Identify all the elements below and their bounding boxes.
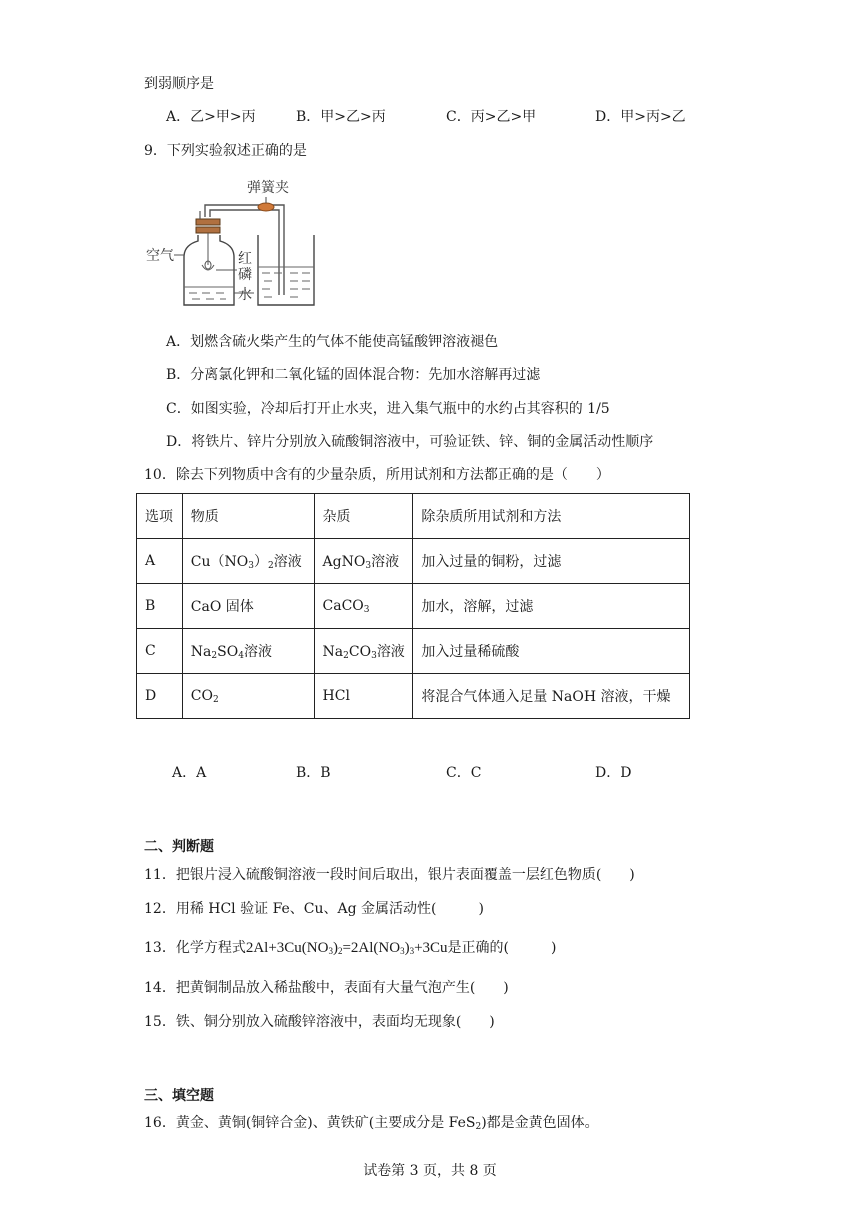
row-method: 将混合气体通入足量 NaOH 溶液，干燥 xyxy=(413,674,690,719)
q11: 11．把银片浸入硫酸铜溶液一段时间后取出，银片表面覆盖一层红色物质( ) xyxy=(144,867,635,883)
q15: 15．铁、铜分别放入硫酸锌溶液中，表面均无现象( ) xyxy=(144,1014,495,1030)
table-row xyxy=(137,584,690,629)
q9-apparatus-figure xyxy=(144,175,324,310)
row-substance: CaO 固体 xyxy=(182,584,314,629)
table-row xyxy=(137,539,690,584)
row-option: B xyxy=(137,584,183,629)
q9-option-d: D．将铁片、锌片分别放入硫酸铜溶液中，可验证铁、锌、铜的金属活动性顺序 xyxy=(166,434,654,450)
row-impurity: CaCO$_3$ xyxy=(314,584,413,629)
figure-label-water: 水 xyxy=(238,287,252,303)
section-title-fill-blank: 三、填空题 xyxy=(144,1088,214,1104)
figure-label-clip: 弹簧夹 xyxy=(247,180,289,196)
row-option: C xyxy=(137,629,183,674)
row-impurity: AgNO$_3$溶液 xyxy=(314,539,413,584)
q10-option-b: B．B xyxy=(296,765,331,781)
q9-option-a: A．划燃含硫火柴产生的气体不能使高锰酸钾溶液褪色 xyxy=(166,334,499,350)
table-row xyxy=(137,629,690,674)
row-method: 加水，溶解，过滤 xyxy=(413,584,690,629)
q10-option-a: A．A xyxy=(172,765,207,781)
table-row xyxy=(137,674,690,719)
q12: 12．用稀 HCl 验证 Fe、Cu、Ag 金属活动性( ) xyxy=(144,901,484,917)
figure-label-air: 空气 xyxy=(146,248,174,264)
q8-option-b: B．甲>乙>丙 xyxy=(296,109,386,125)
row-impurity: HCl xyxy=(314,674,413,719)
header-substance: 物质 xyxy=(182,494,314,539)
row-substance: $Na_2SO_4$溶液 xyxy=(182,629,314,674)
q10-option-c: C．C xyxy=(446,765,482,781)
figure-label-phosphorus: 磷 xyxy=(238,267,252,283)
q8-option-a: A．乙>甲>丙 xyxy=(166,109,256,125)
page-footer: 试卷第 3 页，共 8 页 xyxy=(363,1163,497,1179)
q9-option-c: C．如图实验，冷却后打开止水夹，进入集气瓶中的水约占其容积的 1/5 xyxy=(166,401,610,417)
row-substance: $CO_2$ xyxy=(182,674,314,719)
q10-option-d: D．D xyxy=(595,765,632,781)
row-option: A xyxy=(137,539,183,584)
row-option: D xyxy=(137,674,183,719)
table-header-row xyxy=(137,494,690,539)
q8-tail: 到弱顺序是 xyxy=(144,76,214,92)
row-impurity: $Na_2CO_3$溶液 xyxy=(314,629,413,674)
q10-table xyxy=(136,493,690,719)
q13: 13．化学方程式$2Al+3Cu(NO_3)_2=2Al(NO_3)_3+3Cu$是正确的( ) xyxy=(144,940,557,956)
q8-option-d: D．甲>丙>乙 xyxy=(595,109,686,125)
section-title-judgment: 二、判断题 xyxy=(144,839,214,855)
header-method: 除杂质所用试剂和方法 xyxy=(413,494,690,539)
q10-stem: 10．除去下列物质中含有的少量杂质，所用试剂和方法都正确的是（ ） xyxy=(144,467,610,483)
q9-stem: 9．下列实验叙述正确的是 xyxy=(144,143,307,159)
header-option: 选项 xyxy=(137,494,183,539)
row-method: 加入过量稀硫酸 xyxy=(413,629,690,674)
q9-option-b: B．分离氯化钾和二氧化锰的固体混合物：先加水溶解再过滤 xyxy=(166,367,541,383)
row-substance: $Cu(NO_3)_2$溶液 xyxy=(182,539,314,584)
header-impurity: 杂质 xyxy=(314,494,413,539)
q8-option-c: C．丙>乙>甲 xyxy=(446,109,537,125)
q14: 14．把黄铜制品放入稀盐酸中，表面有大量气泡产生( ) xyxy=(144,980,509,996)
q16: 16．黄金、黄铜(铜锌合金)、黄铁矿(主要成分是 FeS$_2$)都是金黄色固体。 xyxy=(144,1115,599,1132)
figure-label-red: 红 xyxy=(238,251,252,267)
row-method: 加入过量的铜粉，过滤 xyxy=(413,539,690,584)
